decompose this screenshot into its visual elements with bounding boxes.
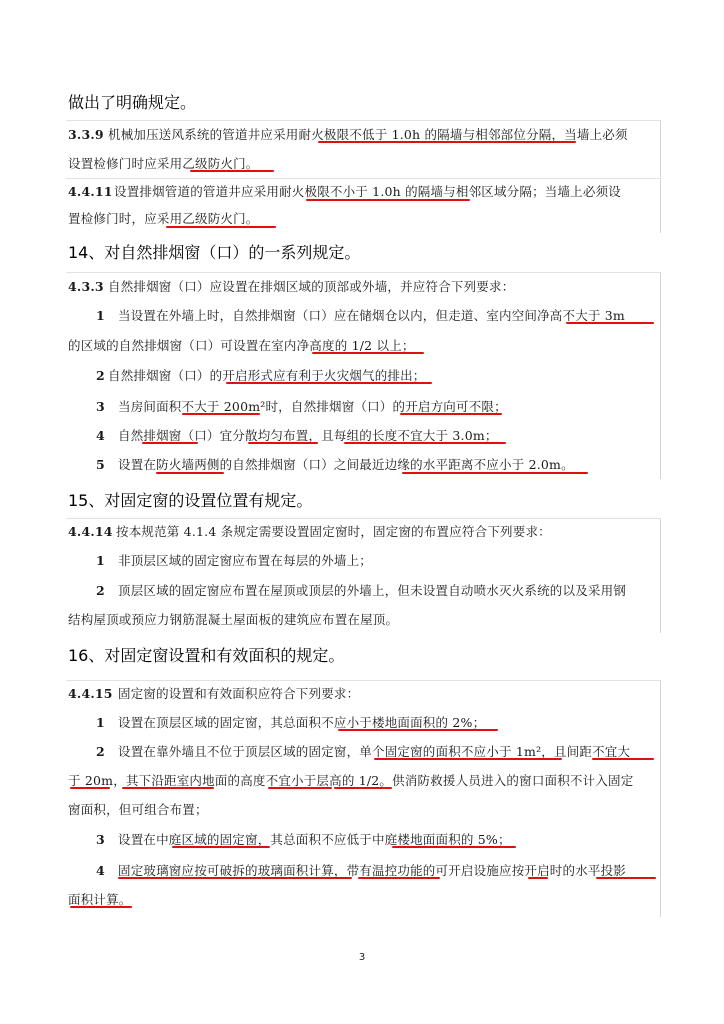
item-number: 2 [96, 583, 105, 598]
red-underline [402, 472, 588, 474]
item-number: 4 [96, 428, 105, 443]
red-underline [392, 846, 516, 848]
item-text: 非顶层区域的固定窗应布置在每层的外墙上； [118, 553, 373, 568]
clause-text: 置检修门时，应采用乙级防火门。 [68, 211, 259, 226]
red-underline [566, 322, 654, 324]
red-underline [122, 787, 214, 789]
item-number: 1 [96, 553, 105, 568]
page-number: 3 [358, 952, 366, 963]
item-number: 2 [96, 368, 105, 383]
red-underline [118, 877, 352, 879]
item-text: 设置在中庭区域的固定窗，其总面积不应低于中庭楼地面面积的 5%； [118, 832, 511, 847]
red-underline [400, 413, 502, 415]
item-text: 设置在靠外墙且不位于顶层区域的固定窗，单个固定窗的面积不应小于 1m²，且间距不宜大 [118, 744, 631, 759]
red-underline [182, 413, 260, 415]
section-heading-14: 14、对自然排烟窗（口）的一系列规定。 [68, 243, 361, 262]
red-underline [592, 758, 654, 760]
red-underline [596, 877, 656, 879]
item-number: 4 [96, 863, 105, 878]
red-underline [172, 846, 270, 848]
red-underline [70, 906, 132, 908]
section-heading-15: 15、对固定窗的设置位置有规定。 [68, 491, 313, 510]
item-text: 的区域的自然排烟窗（口）可设置在室内净高度的 1/2 以上； [68, 338, 415, 353]
item-text: 面积计算。 [68, 892, 132, 907]
red-underline [268, 787, 332, 789]
item-text: 顶层区域的固定窗应布置在屋顶或顶层的外墙上，但未设置自动喷水灭火系统的以及采用钢 [118, 583, 627, 598]
clause-number: 4.3.3 [68, 279, 104, 294]
clause-number: 4.4.14 [68, 524, 113, 539]
red-underline [334, 787, 392, 789]
item-text: 设置在顶层区域的固定窗，其总面积不应小于楼地面面积的 2%； [118, 715, 486, 730]
clause-number: 3.3.9 [68, 127, 104, 142]
red-underline [190, 170, 274, 172]
clause-text: 按本规范第 4.1.4 条规定需要设置固定窗时，固定窗的布置应符合下列要求： [116, 524, 551, 539]
red-underline [226, 382, 432, 384]
clause-number: 4.4.11 [68, 184, 113, 199]
item-text: 结构屋顶或预应力钢筋混凝土屋面板的建筑应布置在屋顶。 [68, 612, 399, 627]
red-underline [338, 729, 498, 731]
clause-text: 机械加压送风系统的管道井应采用耐火极限不低于 1.0h 的隔墙与相邻部位分隔，当墙上必须 [108, 127, 628, 142]
item-text: 窗面积，但可组合布置； [68, 802, 208, 817]
item-text: 当房间面积不大于 200m²时，自然排烟窗（口）的开启方向可不限； [118, 399, 507, 414]
clause-number: 4.4.15 [68, 686, 113, 701]
red-underline [318, 141, 576, 143]
red-underline [306, 199, 470, 201]
red-underline [528, 877, 548, 879]
item-number: 1 [96, 308, 105, 323]
clause-text: 固定窗的设置和有效面积应符合下列要求： [118, 686, 360, 701]
red-underline [344, 442, 506, 444]
red-underline [156, 472, 224, 474]
item-text: 设置在防火墙两侧的自然排烟窗（口）之间最近边缘的水平距离不应小于 2.0m。 [118, 457, 574, 472]
red-underline [358, 877, 440, 879]
item-text: 当设置在外墙上时，自然排烟窗（口）应在储烟仓以内，但走道、室内空间净高不大于 3m [118, 308, 625, 323]
red-underline [142, 442, 198, 444]
item-text: 于 20m，其下沿距室内地面的高度不宜小于层高的 1/2。供消防救援人员进入的窗口面积不计入固定 [68, 773, 634, 788]
clause-text: 设置检修门时应采用乙级防火门。 [68, 156, 259, 171]
item-number: 3 [96, 399, 105, 414]
item-text: 固定玻璃窗应按可破拆的玻璃面积计算，带有温控功能的可开启设施应按开启时的水平投影 [118, 863, 627, 878]
red-underline [312, 352, 424, 354]
item-text: 自然排烟窗（口）的开启形式应有利于火灾烟气的排出； [108, 368, 426, 383]
clause-text: 自然排烟窗（口）应设置在排烟区域的顶部或外墙，并应符合下列要求： [108, 279, 515, 294]
item-number: 1 [96, 715, 105, 730]
red-underline [374, 758, 562, 760]
item-number: 5 [96, 457, 105, 472]
item-text: 自然排烟窗（口）宜分散均匀布置，且每组的长度不宜大于 3.0m； [118, 428, 498, 443]
red-underline [70, 787, 110, 789]
item-number: 2 [96, 744, 105, 759]
red-underline [166, 226, 276, 228]
section-heading-16: 16、对固定窗设置和有效面积的规定。 [68, 646, 345, 665]
clause-text: 设置排烟管道的管道井应采用耐火极限不小于 1.0h 的隔墙与相邻区域分隔；当墙上必须设 [114, 184, 621, 199]
red-underline [248, 442, 318, 444]
intro-text: 做出了明确规定。 [68, 93, 197, 112]
item-number: 3 [96, 832, 105, 847]
